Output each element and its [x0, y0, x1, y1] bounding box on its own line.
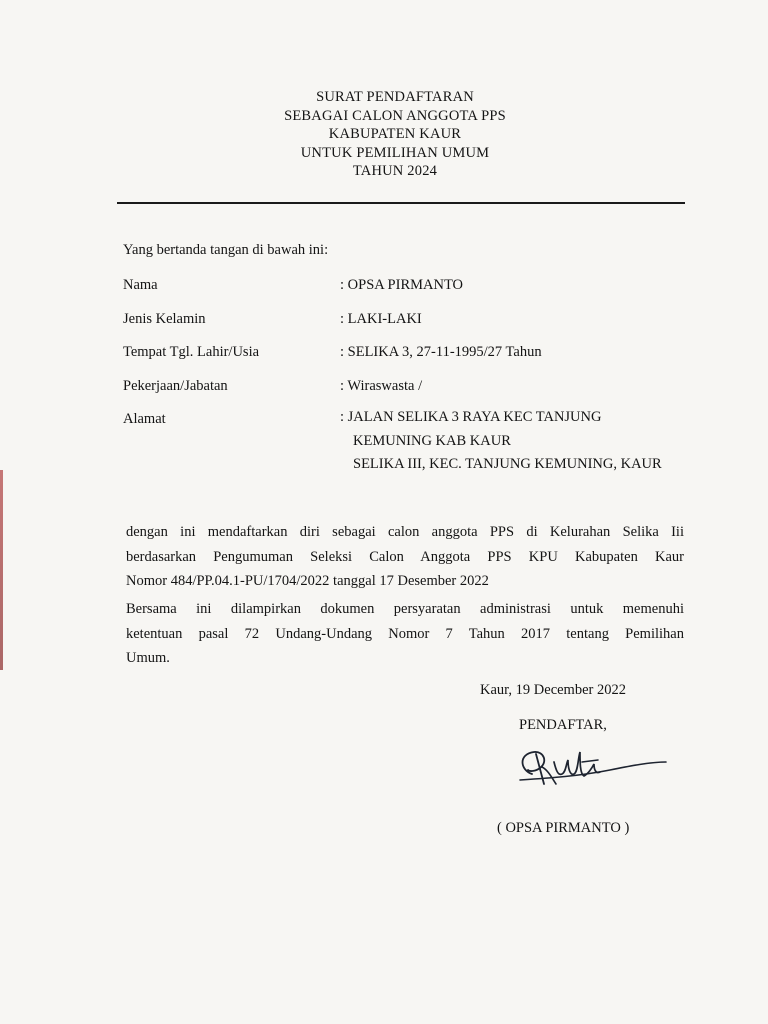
header-title: SURAT PENDAFTARAN: [316, 89, 474, 105]
handwritten-signature: [510, 740, 670, 792]
scan-edge-mark: [0, 470, 3, 670]
field-value-alamat-line2: KEMUNING KAB KAUR: [353, 433, 511, 449]
attachment-line-3: Umum.: [126, 650, 170, 666]
registration-line-3: Nomor 484/PP.04.1-PU/1704/2022 tanggal 17 Desember 2022: [126, 573, 489, 589]
signer-name: ( OPSA PIRMANTO ): [497, 820, 630, 836]
header-year: TAHUN 2024: [352, 163, 438, 179]
header-subtitle: SEBAGAI CALON ANGGOTA PPS: [284, 107, 506, 124]
field-label-nama: Nama: [123, 277, 158, 293]
field-value-jenis-kelamin: : LAKI-LAKI: [340, 311, 422, 327]
signer-role: PENDAFTAR,: [519, 717, 607, 733]
field-value-alamat-line3: SELIKA III, KEC. TANJUNG KEMUNING, KAUR: [353, 456, 662, 472]
field-label-alamat: Alamat: [123, 411, 166, 427]
field-label-ttl: Tempat Tgl. Lahir/Usia: [123, 344, 260, 360]
intro-text: Yang bertanda tangan di bawah ini:: [123, 242, 329, 258]
field-value-pekerjaan: : Wiraswasta /: [340, 378, 423, 394]
attachment-paragraph: [126, 597, 684, 671]
field-value-alamat-line1: : JALAN SELIKA 3 RAYA KEC TANJUNG: [340, 409, 602, 425]
field-value-nama: : OPSA PIRMANTO: [340, 277, 464, 293]
field-label-pekerjaan: Pekerjaan/Jabatan: [123, 378, 228, 394]
attachment-line-1: Bersama ini dilampirkan dokumen persyaratan administrasi untuk memenuhi: [126, 601, 684, 617]
document-header: [0, 88, 768, 181]
attachment-line-2: ketentuan pasal 72 Undang-Undang Nomor 7 Tahun 2017 tentang Pemilihan: [126, 625, 684, 642]
header-regency: KABUPATEN KAUR: [328, 126, 462, 142]
header-divider: [117, 202, 685, 204]
registration-line-1: dengan ini mendaftarkan diri sebagai calon anggota PPS di Kelurahan Selika Iii: [126, 524, 684, 540]
field-value-ttl: : SELIKA 3, 27-11-1995/27 Tahun: [340, 344, 542, 360]
registration-paragraph: [126, 520, 684, 594]
registration-line-2: berdasarkan Pengumuman Seleksi Calon Anggota PPS KPU Kabupaten Kaur: [126, 548, 684, 565]
field-label-jenis-kelamin: Jenis Kelamin: [123, 311, 206, 327]
header-election: UNTUK PEMILIHAN UMUM: [300, 144, 490, 161]
place-date: Kaur, 19 December 2022: [480, 682, 626, 698]
